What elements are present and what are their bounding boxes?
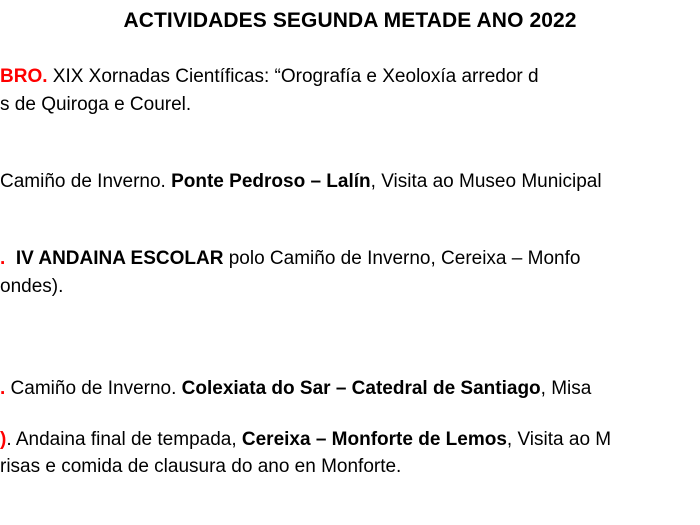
activity-2-post: , Visita ao Museo Municipal — [370, 171, 602, 192]
activity-1-text: XIX Xornadas Científicas: “Orografía e Xeoloxía arredor d — [47, 66, 539, 87]
activity-1-date: BRO. — [0, 66, 48, 87]
activity-3-line-2: ondes). — [0, 276, 64, 297]
activity-2-pre: Camiño de Inverno. — [0, 171, 172, 192]
activity-4-route: Colexiata do Sar – Catedral de Santiago — [181, 378, 541, 399]
activity-5-line-2: risas e comida de clausura do ano en Monforte. — [0, 456, 402, 477]
activity-1-line-1 — [0, 66, 539, 88]
activity-2-line-1 — [0, 171, 602, 193]
activity-3-date: . — [0, 248, 6, 269]
activity-1-line-2: s de Quiroga e Courel. — [0, 94, 192, 115]
activity-5-line-1 — [0, 429, 611, 451]
activity-3-event: IV ANDAINA ESCOLAR — [15, 248, 224, 269]
activity-3-line-1 — [0, 248, 580, 270]
page-title: ACTIVIDADES SEGUNDA METADE ANO 2022 — [123, 9, 577, 32]
activity-2-route: Ponte Pedroso – Lalín — [171, 171, 371, 192]
activity-5-date: ) — [0, 429, 7, 450]
activity-4-post: , Misa — [540, 378, 592, 399]
activity-5-route: Cereixa – Monforte de Lemos — [241, 429, 507, 450]
activity-4-pre: Camiño de Inverno. — [5, 378, 182, 399]
activity-4-line-1 — [0, 378, 591, 400]
activity-5-pre: . Andaina final de tempada, — [6, 429, 242, 450]
activity-5-post: , Visita ao M — [506, 429, 612, 450]
activity-4-date: . — [0, 378, 6, 399]
activity-3-post: polo Camiño de Inverno, Cereixa – Monfo — [223, 248, 581, 269]
